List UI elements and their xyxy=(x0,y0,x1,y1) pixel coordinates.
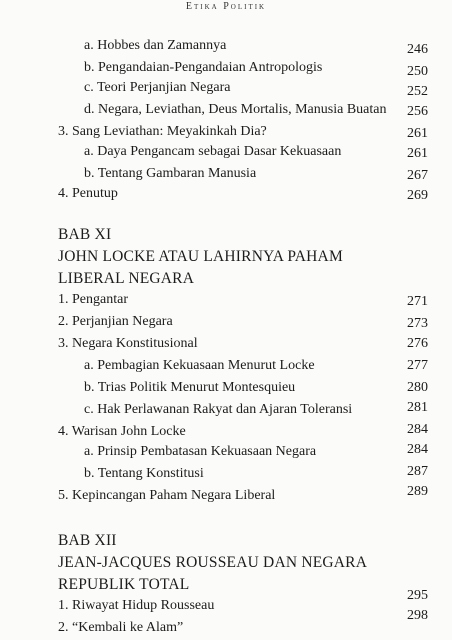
toc-entry-page: 289 xyxy=(407,484,428,499)
chapter-title-line1: JEAN-JACQUES ROUSSEAU DAN NEGARA xyxy=(58,554,368,571)
toc-entry-label: c. Hak Perlawanan Rakyat dan Ajaran Toleransi xyxy=(84,402,353,417)
running-head: Etika Politik xyxy=(185,1,267,12)
toc-entry-page: 271 xyxy=(407,294,428,309)
toc-entry-label: 5. Kepincangan Paham Negara Liberal xyxy=(58,488,276,503)
toc-entry-page: 261 xyxy=(407,126,428,141)
toc-entry-page: 276 xyxy=(407,336,428,351)
toc-entry-label: b. Tentang Gambaran Manusia xyxy=(84,166,257,181)
toc-entry-label: b. Tentang Konstitusi xyxy=(84,466,204,481)
toc-entry-page: 246 xyxy=(407,42,428,57)
toc-entry-label: a. Daya Pengancam sebagai Dasar Kekuasaan xyxy=(84,144,342,159)
toc-entry-label: a. Pembagian Kekuasaan Menurut Locke xyxy=(84,358,315,373)
toc-entry-label: 1. Pengantar xyxy=(58,292,128,307)
toc-entry-page: 256 xyxy=(407,104,428,119)
chapter-number: BAB XI xyxy=(58,226,112,243)
toc-entry-page: 277 xyxy=(407,358,428,373)
chapter-title-line1: JOHN LOCKE ATAU LAHIRNYA PAHAM xyxy=(58,248,343,265)
toc-entry-label: d. Negara, Leviathan, Deus Mortalis, Manusia Buatan xyxy=(84,102,387,117)
chapter-title-line2: REPUBLIK TOTAL xyxy=(58,576,190,593)
toc-entry-label: c. Teori Perjanjian Negara xyxy=(84,80,231,95)
toc-entry-label: 1. Riwayat Hidup Rousseau xyxy=(58,598,215,613)
toc-entry-label: 4. Warisan John Locke xyxy=(58,424,186,439)
toc-entry-page: 252 xyxy=(407,84,428,99)
toc-entry-label: a. Prinsip Pembatasan Kekuasaan Negara xyxy=(84,444,317,459)
toc-entry-label: 3. Negara Konstitusional xyxy=(58,336,198,351)
toc-entry-label: 2. Perjanjian Negara xyxy=(58,314,173,329)
toc-entry-page: 284 xyxy=(407,422,428,437)
chapter-title-line2: LIBERAL NEGARA xyxy=(58,270,195,287)
toc-entry-page: 250 xyxy=(407,64,428,79)
toc-entry-page: 269 xyxy=(407,188,428,203)
chapter-number: BAB XII xyxy=(58,532,117,549)
toc-entry-page: 284 xyxy=(407,442,428,457)
toc-entry-label: 2. “Kembali ke Alam” xyxy=(58,620,184,635)
toc-entry-label: b. Trias Politik Menurut Montesquieu xyxy=(84,380,296,395)
toc-entry-page: 281 xyxy=(407,400,428,415)
toc-entry-page: 280 xyxy=(407,380,428,395)
toc-entry-page: 295 xyxy=(407,588,428,603)
toc-entry-label: 4. Penutup xyxy=(58,186,118,201)
toc-entry-page: 287 xyxy=(407,464,428,479)
toc-entry-label: b. Pengandaian-Pengandaian Antropologis xyxy=(84,60,323,75)
toc-entry-label: a. Hobbes dan Zamannya xyxy=(84,38,227,53)
toc-entry-page: 298 xyxy=(407,608,428,623)
toc-entry-page: 273 xyxy=(407,316,428,331)
toc-entry-page: 267 xyxy=(407,168,428,183)
toc-entry-page: 261 xyxy=(407,146,428,161)
toc-entry-label: 3. Sang Leviathan: Meyakinkah Dia? xyxy=(58,124,267,139)
